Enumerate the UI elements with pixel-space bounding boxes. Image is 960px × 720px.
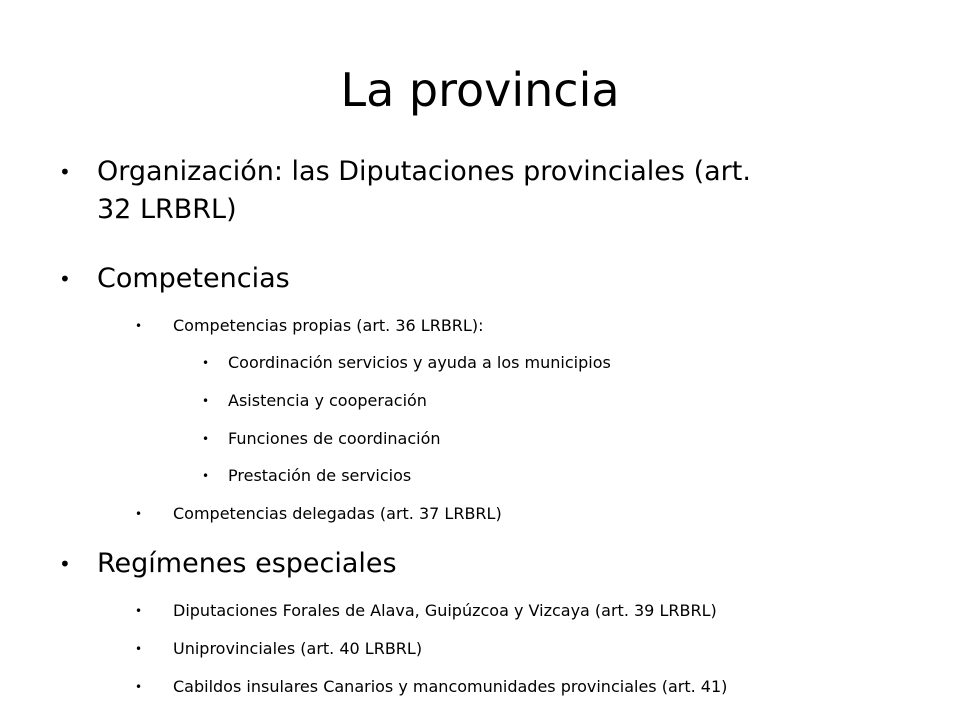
bullet-prestacion	[202, 464, 412, 488]
bullet-dot-icon: •	[135, 319, 143, 333]
bullet-regimenes-especiales	[59, 545, 397, 583]
bullet-competencias-delegadas	[135, 502, 502, 526]
bullet-diputaciones-forales	[135, 599, 717, 623]
slide-title: La provincia	[340, 63, 620, 117]
bullet-text: Competencias delegadas (art. 37 LRBRL)	[173, 504, 502, 523]
bullet-dot-icon: •	[202, 356, 210, 370]
bullet-dot-icon: •	[202, 394, 210, 408]
bullet-text: Cabildos insulares Canarios y mancomunidades provinciales (art. 41)	[173, 677, 728, 696]
bullet-asistencia	[202, 389, 427, 413]
bullet-funciones	[202, 427, 441, 451]
bullet-cabildos-insulares	[135, 675, 728, 699]
bullet-text: Uniprovinciales (art. 40 LRBRL)	[173, 639, 423, 658]
bullet-text: Coordinación servicios y ayuda a los municipios	[228, 353, 611, 372]
bullet-dot-icon: •	[59, 267, 71, 291]
bullet-text-line: Organización: las Diputaciones provinciales (art.	[97, 156, 751, 187]
bullet-text: Competencias	[97, 263, 290, 294]
bullet-coordinacion-servicios	[202, 351, 611, 375]
bullet-dot-icon: •	[202, 432, 210, 446]
bullet-text: Prestación de servicios	[228, 466, 412, 485]
bullet-competencias	[59, 260, 290, 298]
bullet-uniprovinciales	[135, 637, 423, 661]
bullet-dot-icon: •	[59, 552, 71, 576]
bullet-competencias-propias	[135, 314, 484, 338]
bullet-text: Regímenes especiales	[97, 548, 397, 579]
bullet-text-line: 32 LRBRL)	[97, 194, 237, 225]
bullet-text: Asistencia y cooperación	[228, 391, 427, 410]
bullet-text: Funciones de coordinación	[228, 429, 441, 448]
bullet-dot-icon: •	[135, 507, 143, 521]
bullet-dot-icon: •	[135, 642, 143, 656]
bullet-dot-icon: •	[59, 160, 71, 184]
bullet-dot-icon: •	[135, 604, 143, 618]
bullet-dot-icon: •	[135, 680, 143, 694]
bullet-text: Competencias propias (art. 36 LRBRL):	[173, 316, 484, 335]
bullet-organizacion	[59, 153, 751, 229]
bullet-text: Diputaciones Forales de Alava, Guipúzcoa y Vizcaya (art. 39 LRBRL)	[173, 601, 717, 620]
bullet-dot-icon: •	[202, 469, 210, 483]
